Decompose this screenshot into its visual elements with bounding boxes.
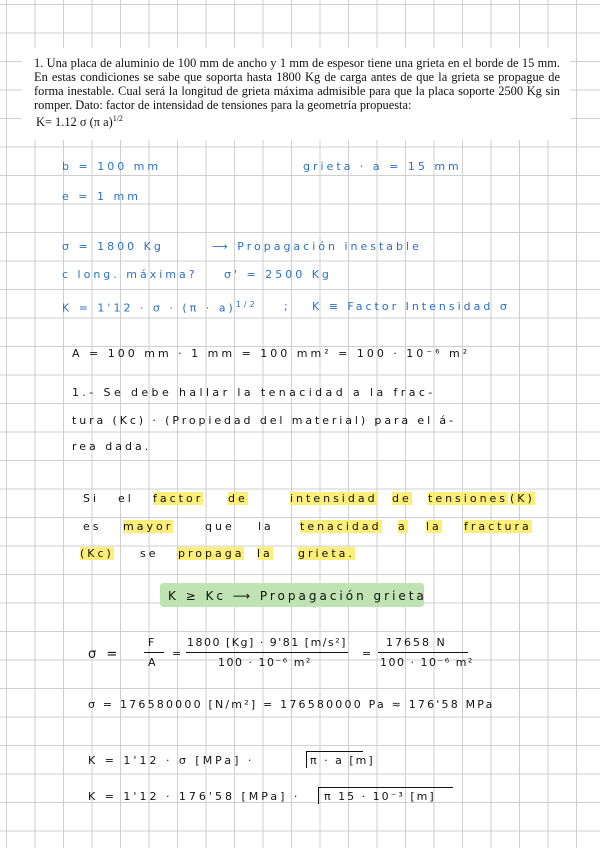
- k-line-1: K = 1'12 · σ [MPa] ·: [88, 754, 255, 767]
- hl-es-3: que: [205, 520, 235, 533]
- equals-2: =: [362, 647, 375, 660]
- hl-kc-2: se: [140, 547, 159, 560]
- numerator-2: 1800 [Kg] · 9'81 [m/s²]: [187, 636, 347, 649]
- condition-text: K ≥ Kc ⟶ Propagación grieta: [168, 589, 427, 603]
- problem-statement: [22, 48, 570, 140]
- hl-es-7: la: [426, 520, 442, 533]
- note-k-formula: [62, 300, 258, 315]
- a-denominator: A: [148, 656, 159, 669]
- k-line-1-root: π · a [m]: [310, 754, 375, 767]
- hl-si-2: el: [118, 492, 134, 505]
- note-k-formula-exponent: 1/2: [235, 300, 258, 309]
- fraction-line-2: [186, 652, 348, 653]
- hl-si-5: intensidad: [290, 492, 378, 505]
- fraction-line-3: [378, 652, 468, 653]
- note-sigma-prime: σ' = 2500 Kg: [224, 268, 332, 281]
- hl-kc-3: propaga: [178, 547, 245, 560]
- hl-si-6: de: [392, 492, 412, 505]
- sigma-result: σ = 176580000 [N/m²] = 176580000 Pa ≈ 176'58 MPa: [88, 698, 495, 711]
- note-e: e = 1 mm: [62, 190, 141, 203]
- note-propagation-arrow: ⟶ Propagación inestable: [212, 240, 422, 253]
- step1-line2: tura (Kc) · (Propiedad del material) para el á-: [72, 414, 456, 427]
- area-calculation: A = 100 mm · 1 mm = 100 mm² = 100 · 10⁻⁶ m²: [72, 347, 471, 360]
- hl-es-6: a: [398, 520, 408, 533]
- note-k-definition: K ≡ Factor Intensidad σ: [312, 300, 510, 313]
- hl-si-1: Si: [83, 492, 100, 505]
- hl-es-2: mayor: [123, 520, 174, 533]
- denominator-3: 100 · 10⁻⁶ m²: [380, 656, 474, 669]
- hl-si-7: tensiones: [428, 492, 509, 505]
- hl-si-3: factor: [153, 492, 204, 505]
- note-k-formula-text: K = 1'12 · σ · (π · a): [62, 301, 236, 315]
- hl-kc-4: la: [257, 547, 273, 560]
- k-line-2-root: π 15 · 10⁻³ [m]: [324, 790, 436, 803]
- hl-es-8: fractura: [464, 520, 532, 533]
- note-sigma: σ = 1800 Kg: [62, 240, 164, 253]
- note-c-long: c long. máxima?: [62, 268, 198, 281]
- denominator-2: 100 · 10⁻⁶ m²: [218, 656, 312, 669]
- problem-formula-text: K= 1.12 σ (π a): [36, 115, 113, 129]
- problem-text: 1. Una placa de aluminio de 100 mm de ancho y 1 mm de espesor tiene una grieta en el borde de 15 mm. En estas condiciones se sabe que soporta hasta 1800 Kg de carga antes de que la grieta se propague de forma inestable. Cual será la longitud de grieta máxima admisible para que la placa soporte 2500 Kg sin romper. Dato: factor de intensidad de tensiones para la geometría propuesta:: [34, 56, 560, 112]
- hl-es-5: tenacidad: [300, 520, 382, 533]
- hl-si-8: (K): [510, 492, 535, 505]
- fraction-line-1: [144, 652, 164, 653]
- numerator-3: 17658 N: [386, 636, 447, 649]
- hl-es-1: es: [83, 520, 102, 533]
- step1-line1: 1.- Se debe hallar la tenacidad a la frac-: [72, 386, 436, 399]
- step1-line3: rea dada.: [72, 440, 152, 453]
- equals-1: =: [172, 647, 185, 660]
- note-semicolon: ;: [284, 300, 291, 313]
- problem-formula: [36, 112, 560, 129]
- hl-kc-5: grieta.: [298, 547, 355, 560]
- problem-formula-exponent: 1/2: [112, 114, 123, 123]
- hl-si-4: de: [228, 492, 248, 505]
- k-line-2: K = 1'12 · 176'58 [MPa] ·: [88, 790, 301, 803]
- note-grieta: grieta · a = 15 mm: [303, 160, 462, 173]
- note-b: b = 100 mm: [62, 160, 162, 173]
- f-numerator: F: [148, 636, 158, 649]
- hl-es-4: la: [258, 520, 274, 533]
- hl-kc-1: (Kc): [80, 547, 114, 560]
- sigma-lhs: σ =: [88, 647, 121, 662]
